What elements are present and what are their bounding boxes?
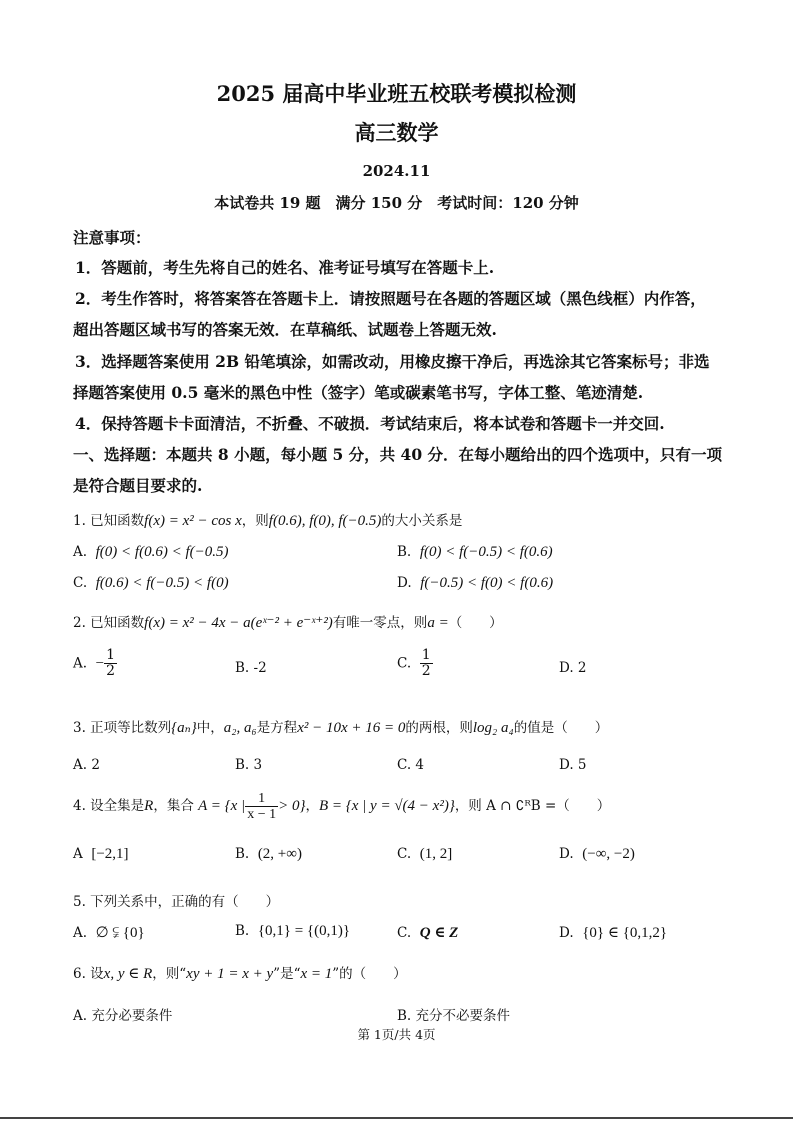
exam-info: 本试卷共 19 题 满分 150 分 考试时间：120 分钟 xyxy=(214,194,579,212)
q1-option-b[interactable]: B. f(0) < f(−0.5) < f(0.6) xyxy=(397,544,553,560)
q2-c-fraction: $\frac{1}{2}$ xyxy=(421,647,431,680)
q2-option-d[interactable]: D. 2 xyxy=(559,660,587,676)
q4-option-d[interactable]: D. (−∞, −2) xyxy=(559,846,635,862)
q4-option-b[interactable]: B. (2, +∞) xyxy=(235,846,302,862)
q2-a-fraction: $\frac{1}{2}$ xyxy=(106,647,116,680)
q5-option-d[interactable]: D. {0} ∈ {0,1,2} xyxy=(559,925,668,941)
question-2-stem: 2. 已知函数f(x) = x² − 4x − a(eˣ⁻² + e⁻ˣ⁺²)有唯一零点，则a =（ ） xyxy=(73,615,503,631)
q1-option-c[interactable]: C. f(0.6) < f(−0.5) < f(0) xyxy=(73,575,229,591)
q2-option-b[interactable]: B. -2 xyxy=(235,660,267,676)
note-4: 4．保持答题卡卡面清洁，不折叠、不破损．考试结束后，将本试卷和答题卡一并交回. xyxy=(75,414,665,433)
q1-function: f(x) = x² − cos x xyxy=(144,513,242,529)
question-5-stem: 5. 下列关系中，正确的有（ ） xyxy=(73,894,280,910)
q1-option-d[interactable]: D. f(−0.5) < f(0) < f(0.6) xyxy=(397,575,554,591)
question-3-stem: 3. 正项等比数列{aₙ}中，a₂, a₆是方程x² − 10x + 16 = 0的两根，则log₂ a₄的值是（ ） xyxy=(73,720,609,736)
note-3-line1: 3．选择题答案使用 2B 铅笔填涂，如需改动，用橡皮擦干净后，再选涂其它答案标号；非选 xyxy=(75,352,710,371)
q3-option-a[interactable]: A. 2 xyxy=(73,757,100,773)
q2-option-c[interactable]: C. $\frac{1}{2}$ xyxy=(397,647,431,680)
q6-option-a[interactable]: A. 充分必要条件 xyxy=(73,1008,173,1024)
section-1-line2: 是符合题目要求的. xyxy=(73,476,203,495)
q2-option-a[interactable]: A. − $\frac{1}{2}$ xyxy=(73,647,116,680)
page-number: 第 1页/共 4页 xyxy=(357,1027,436,1042)
q5-option-c[interactable]: C. Q ∈ Z xyxy=(397,925,459,941)
q5-option-b[interactable]: B. {0,1} = {(0,1)} xyxy=(235,923,351,939)
q6-option-b[interactable]: B. 充分不必要条件 xyxy=(397,1008,511,1024)
note-2-line1: 2．考生作答时，将答案答在答题卡上．请按照题号在各题的答题区域（黑色线框）内作答， xyxy=(75,289,706,308)
question-4-stem: 4. 设全集是R，集合 A = {x | $\frac{1}{x - 1}$ > 0}，B = {x | y = √(4 − x²)}，则 A ∩ ∁ᴿB =（ ） xyxy=(73,790,611,822)
question-6-stem: 6. 设x, y ∈ R，则“xy + 1 = x + y”是“x = 1”的（ ） xyxy=(73,966,407,982)
q3-equation: x² − 10x + 16 = 0 xyxy=(297,720,406,736)
note-3-line2: 择题答案使用 0.5 毫米的黑色中性（签字）笔或碳素笔书写，字体工整、笔迹清楚. xyxy=(73,383,644,402)
notes-heading: 注意事项： xyxy=(73,228,151,247)
q1-values: f(0.6), f(0), f(−0.5) xyxy=(268,513,382,529)
note-1: 1．答题前，考生先将自己的姓名、准考证号填写在答题卡上. xyxy=(75,258,495,277)
note-2-line2: 超出答题区域书写的答案无效．在草稿纸、试题卷上答题无效. xyxy=(73,320,497,339)
question-1-stem: 1. 已知函数f(x) = x² − cos x，则f(0.6), f(0), f(−0.5)的大小关系是 xyxy=(73,513,463,529)
q5-option-a[interactable]: A. ∅ ⫋ {0} xyxy=(73,925,145,941)
q3-option-b[interactable]: B. 3 xyxy=(235,757,263,773)
q3-option-d[interactable]: D. 5 xyxy=(559,757,587,773)
section-1-line1: 一、选择题：本题共 8 小题，每小题 5 分，共 40 分．在每小题给出的四个选项中，只有一项 xyxy=(73,445,723,464)
q4-option-a[interactable]: A [−2,1] xyxy=(73,846,129,862)
q2-function: f(x) = x² − 4x − a(eˣ⁻² + e⁻ˣ⁺²) xyxy=(144,615,333,631)
q3-option-c[interactable]: C. 4 xyxy=(397,757,425,773)
q1-option-a[interactable]: A. f(0) < f(0.6) < f(−0.5) xyxy=(73,544,229,560)
exam-date: 2024.11 xyxy=(362,162,431,180)
exam-title: 2025 届高中毕业班五校联考模拟检测 xyxy=(216,81,577,106)
q4-option-c[interactable]: C. (1, 2] xyxy=(397,846,453,862)
q4-set-b: B = {x | y = √(4 − x²)} xyxy=(318,798,455,814)
q4-fraction: $\frac{1}{x - 1}$ xyxy=(247,790,277,822)
bottom-divider xyxy=(0,1117,793,1119)
subject-title: 高三数学 xyxy=(354,120,439,145)
